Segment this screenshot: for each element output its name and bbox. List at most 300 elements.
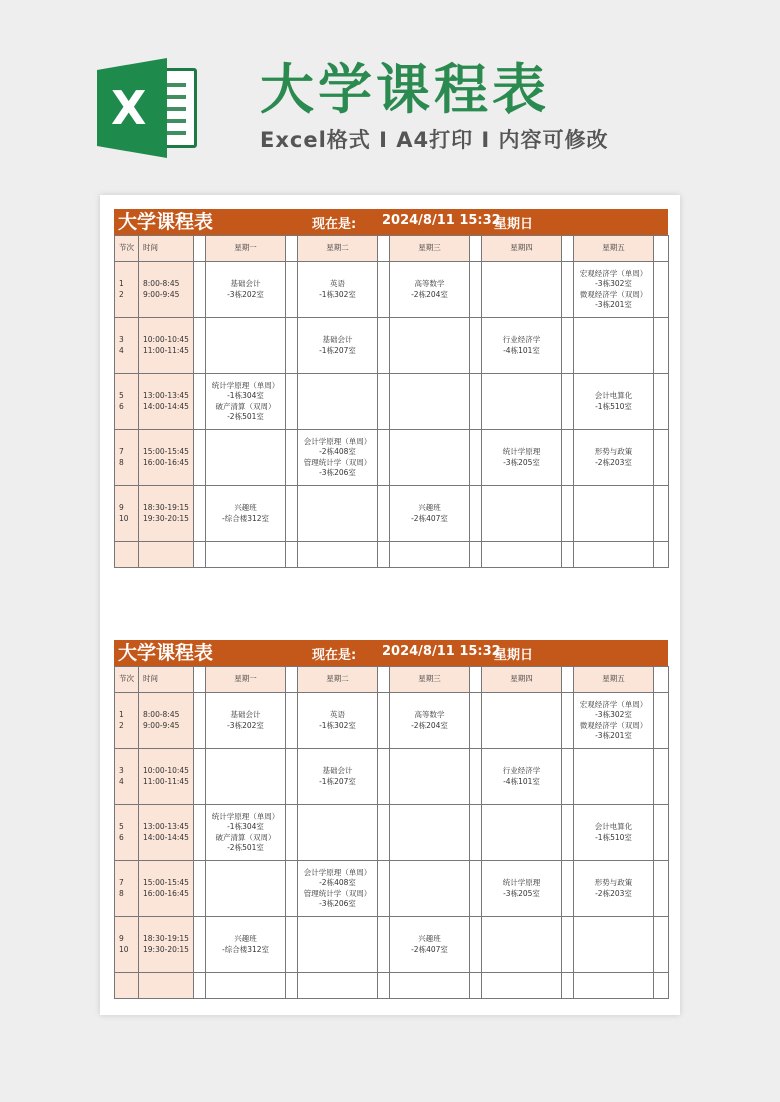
spacer-cell [378,318,390,374]
course-cell [390,318,470,374]
spacer-cell [562,236,574,262]
course-cell [206,430,286,486]
period-times [139,693,194,749]
banner [0,0,780,190]
period-times [139,430,194,486]
course-text: 兴趣班 [234,503,257,512]
course-text: -3栋205室 [503,457,540,467]
course-cell [482,861,562,917]
period-time: 10:00-10:45 [143,766,189,775]
empty-cell [286,973,298,999]
course-text: -1栋304室 [227,822,264,831]
sheet-title: 大学课程表 [118,642,214,664]
course-cell [298,318,378,374]
course-text: 会计学原理（单周） [303,436,372,446]
course-cell [482,374,562,430]
period-number: 3 [119,335,124,344]
now-label: 现在是: [312,217,357,232]
header-period: 节次 [115,236,139,262]
table-row [115,805,669,861]
empty-cell [298,542,378,568]
course-text: -1栋302室 [319,720,356,730]
course-cell [206,861,286,917]
spacer-cell [562,430,574,486]
excel-logo-icon [97,58,199,158]
course-cell [574,262,654,318]
course-text: -2栋203室 [595,888,632,898]
course-cell [298,693,378,749]
course-text: -3栋206室 [319,899,356,908]
period-number: 2 [119,720,124,730]
period-numbers [115,749,139,805]
course-cell [574,430,654,486]
course-text: 高等数学 [414,710,445,719]
spacer-cell [378,374,390,430]
course-cell [482,262,562,318]
period-number: 6 [119,401,124,411]
spacer-cell [562,693,574,749]
empty-cell [378,973,390,999]
spacer-cell [194,236,206,262]
course-text: 宏观经济学（单周） [579,268,648,278]
course-text: 微观经济学（双周） [579,720,648,730]
course-text: -2栋501室 [227,843,264,852]
period-number: 5 [119,391,124,400]
course-text: 英语 [330,279,345,288]
course-cell [298,917,378,973]
course-text: 统计学原理 [502,878,541,887]
spacer-cell [378,861,390,917]
course-cell [298,861,378,917]
course-text: 破产清算（双周） [215,401,276,411]
spacer-cell [378,236,390,262]
period-number: 1 [119,279,124,288]
header-day-2: 星期二 [298,236,378,262]
header-time: 时间 [139,236,194,262]
course-text: -2栋407室 [411,944,448,954]
spacer-cell [654,805,669,861]
spacer-cell [470,861,482,917]
course-cell [390,262,470,318]
period-time: 15:00-15:45 [143,447,189,456]
period-times [139,374,194,430]
spacer-cell [194,805,206,861]
course-cell [574,861,654,917]
period-times [139,318,194,374]
course-text: -1栋207室 [319,776,356,786]
spacer-cell [378,749,390,805]
period-numbers [115,374,139,430]
empty-cell [482,542,562,568]
page-subtitle: Excel格式 I A4打印 I 内容可修改 [260,128,609,152]
period-times [139,486,194,542]
period-number: 4 [119,776,124,786]
period-number: 4 [119,345,124,355]
spacer-cell [654,262,669,318]
spacer-cell [470,318,482,374]
period-time: 9:00-9:45 [143,720,180,730]
header-day-5: 星期五 [574,236,654,262]
spacer-cell [286,861,298,917]
timetable-sheet-2 [114,640,668,999]
course-text: 基础会计 [322,335,353,344]
empty-cell [378,542,390,568]
empty-cell [562,542,574,568]
course-cell [298,374,378,430]
course-text: 行业经济学 [502,766,541,775]
spacer-cell [654,749,669,805]
table-row [115,318,669,374]
spacer-cell [654,236,669,262]
table-row [115,262,669,318]
period-time: 18:30-19:15 [143,503,189,512]
spacer-cell [194,861,206,917]
course-cell [206,805,286,861]
paper-sheet [100,195,680,1015]
spacer-cell [286,486,298,542]
spacer-cell [470,693,482,749]
course-cell [574,917,654,973]
spacer-cell [654,486,669,542]
period-number: 5 [119,822,124,831]
spacer-cell [470,749,482,805]
period-number: 7 [119,447,124,456]
course-cell [390,917,470,973]
course-cell [206,917,286,973]
current-datetime: 2024/8/11 15:32 [382,644,501,659]
spacer-cell [194,430,206,486]
course-text: 英语 [330,710,345,719]
period-time: 14:00-14:45 [143,832,189,842]
spacer-cell [378,667,390,693]
course-text: 统计学原理（单周） [211,811,280,821]
period-number: 7 [119,878,124,887]
empty-cell [574,542,654,568]
period-time: 16:00-16:45 [143,457,189,467]
period-times [139,861,194,917]
page-title: 大学课程表 [260,58,550,121]
period-numbers [115,917,139,973]
spacer-cell [470,486,482,542]
course-text: 会计电算化 [594,822,633,831]
period-times [139,805,194,861]
spacer-cell [562,318,574,374]
course-text: 管理统计学（双周） [303,457,372,467]
course-text: -2栋204室 [411,720,448,730]
course-cell [390,693,470,749]
header-day-1: 星期一 [206,667,286,693]
period-number: 9 [119,934,124,943]
course-text: -3栋202室 [227,720,264,730]
course-text: -3栋201室 [595,300,632,309]
spacer-cell [194,693,206,749]
spacer-cell [378,917,390,973]
spacer-cell [562,805,574,861]
course-cell [390,374,470,430]
period-time: 9:00-9:45 [143,289,180,299]
course-text: 破产清算（双周） [215,832,276,842]
timetable [114,235,669,568]
spacer-cell [286,318,298,374]
table-row [115,917,669,973]
course-cell [482,917,562,973]
course-text: -3栋302室 [595,279,632,288]
course-text: -1栋207室 [319,345,356,355]
spacer-cell [378,805,390,861]
course-cell [390,486,470,542]
empty-cell [390,542,470,568]
table-row [115,430,669,486]
course-text: 兴趣班 [418,934,441,943]
header-day-2: 星期二 [298,667,378,693]
now-label: 现在是: [312,648,357,663]
course-cell [390,861,470,917]
course-cell [482,318,562,374]
spacer-cell [286,693,298,749]
course-text: -2栋408室 [319,447,356,456]
course-text: -2栋408室 [319,878,356,887]
header-day-3: 星期三 [390,667,470,693]
period-numbers [115,262,139,318]
current-datetime: 2024/8/11 15:32 [382,213,501,228]
spacer-cell [470,374,482,430]
spacer-cell [194,318,206,374]
timetable-sheet-1 [114,209,668,568]
table-row [115,486,669,542]
spacer-cell [286,374,298,430]
period-time: 11:00-11:45 [143,776,189,786]
period-time: 13:00-13:45 [143,822,189,831]
course-text: -综合楼312室 [221,513,270,523]
period-numbers [115,693,139,749]
period-time: 18:30-19:15 [143,934,189,943]
empty-cell [562,973,574,999]
period-number: 8 [119,888,124,898]
course-text: -1栋304室 [227,391,264,400]
course-text: -4栋101室 [503,345,540,355]
spacer-cell [194,486,206,542]
course-text: -3栋206室 [319,468,356,477]
spacer-cell [286,917,298,973]
course-cell [206,262,286,318]
header-row [115,667,669,693]
course-cell [298,430,378,486]
excel-letter: X [111,81,147,135]
course-text: 形势与政策 [594,447,633,456]
course-text: -2栋407室 [411,513,448,523]
course-text: 高等数学 [414,279,445,288]
course-text: 兴趣班 [234,934,257,943]
table-row [115,973,669,999]
course-text: 统计学原理 [502,447,541,456]
course-cell [390,749,470,805]
period-time: 10:00-10:45 [143,335,189,344]
period-time: 15:00-15:45 [143,878,189,887]
period-times [139,262,194,318]
spacer-cell [470,805,482,861]
sheet-header [114,640,668,666]
course-cell [574,749,654,805]
spacer-cell [286,236,298,262]
empty-cell [574,973,654,999]
spacer-cell [286,749,298,805]
header-time: 时间 [139,667,194,693]
course-text: 兴趣班 [418,503,441,512]
course-text: 微观经济学（双周） [579,289,648,299]
period-times [139,749,194,805]
course-cell [482,693,562,749]
empty-cell [206,973,286,999]
spacer-cell [194,917,206,973]
course-cell [206,374,286,430]
header-day-5: 星期五 [574,667,654,693]
course-text: -3栋205室 [503,888,540,898]
course-text: -2栋203室 [595,457,632,467]
course-text: -4栋101室 [503,776,540,786]
period-number: 2 [119,289,124,299]
course-cell [298,262,378,318]
empty-cell [654,542,669,568]
period-number: 3 [119,766,124,775]
period-time: 19:30-20:15 [143,944,189,954]
header-period: 节次 [115,667,139,693]
spacer-cell [194,667,206,693]
period-time: 8:00-8:45 [143,279,180,288]
spacer-cell [470,667,482,693]
spacer-cell [194,749,206,805]
spacer-cell [194,262,206,318]
spacer-cell [562,486,574,542]
course-text: 行业经济学 [502,335,541,344]
course-text: 宏观经济学（单周） [579,699,648,709]
period-number: 10 [119,944,129,954]
spacer-cell [286,430,298,486]
course-cell [482,805,562,861]
course-text: 基础会计 [322,766,353,775]
course-cell [298,486,378,542]
empty-cell [115,542,139,568]
spacer-cell [194,374,206,430]
course-cell [574,486,654,542]
table-row [115,861,669,917]
course-cell [206,318,286,374]
spacer-cell [654,861,669,917]
period-time: 11:00-11:45 [143,345,189,355]
spacer-cell [654,917,669,973]
spacer-cell [470,430,482,486]
course-text: -1栋302室 [319,289,356,299]
period-numbers [115,861,139,917]
sheet-header [114,209,668,235]
spacer-cell [286,262,298,318]
course-cell [574,693,654,749]
empty-cell [206,542,286,568]
course-text: 基础会计 [230,279,261,288]
course-cell [206,693,286,749]
course-cell [482,430,562,486]
course-cell [574,805,654,861]
spacer-cell [562,917,574,973]
spacer-cell [470,236,482,262]
table-row [115,542,669,568]
course-cell [390,805,470,861]
current-weekday: 星期日 [494,217,534,232]
header-row [115,236,669,262]
empty-cell [139,973,194,999]
spacer-cell [654,374,669,430]
course-text: 统计学原理（单周） [211,380,280,390]
spacer-cell [470,917,482,973]
period-times [139,917,194,973]
spacer-cell [562,861,574,917]
period-time: 14:00-14:45 [143,401,189,411]
spacer-cell [378,430,390,486]
course-text: -3栋302室 [595,710,632,719]
empty-cell [654,973,669,999]
spacer-cell [470,262,482,318]
empty-cell [194,542,206,568]
course-cell [482,486,562,542]
spacer-cell [378,262,390,318]
spacer-cell [654,693,669,749]
course-text: -2栋204室 [411,289,448,299]
course-text: -3栋202室 [227,289,264,299]
empty-cell [482,973,562,999]
spacer-cell [378,693,390,749]
period-number: 6 [119,832,124,842]
course-cell [390,430,470,486]
spacer-cell [378,486,390,542]
course-cell [298,805,378,861]
period-numbers [115,318,139,374]
empty-cell [115,973,139,999]
spacer-cell [286,805,298,861]
header-day-3: 星期三 [390,236,470,262]
header-day-4: 星期四 [482,236,562,262]
course-text: 形势与政策 [594,878,633,887]
course-text: 会计电算化 [594,391,633,400]
period-number: 1 [119,710,124,719]
timetable [114,666,669,999]
period-number: 10 [119,513,129,523]
spacer-cell [654,667,669,693]
empty-cell [470,973,482,999]
spacer-cell [654,430,669,486]
course-cell [574,374,654,430]
empty-cell [286,542,298,568]
spacer-cell [562,374,574,430]
sheet-title: 大学课程表 [118,211,214,233]
period-time: 13:00-13:45 [143,391,189,400]
empty-cell [470,542,482,568]
course-text: 会计学原理（单周） [303,867,372,877]
table-row [115,693,669,749]
course-cell [206,486,286,542]
empty-cell [194,973,206,999]
spacer-cell [286,667,298,693]
period-time: 19:30-20:15 [143,513,189,523]
empty-cell [298,973,378,999]
period-time: 8:00-8:45 [143,710,180,719]
course-text: 基础会计 [230,710,261,719]
course-text: -3栋201室 [595,731,632,740]
course-text: -综合楼312室 [221,944,270,954]
current-weekday: 星期日 [494,648,534,663]
course-text: -1栋510室 [595,401,632,411]
spacer-cell [562,667,574,693]
course-cell [482,749,562,805]
spacer-cell [562,749,574,805]
